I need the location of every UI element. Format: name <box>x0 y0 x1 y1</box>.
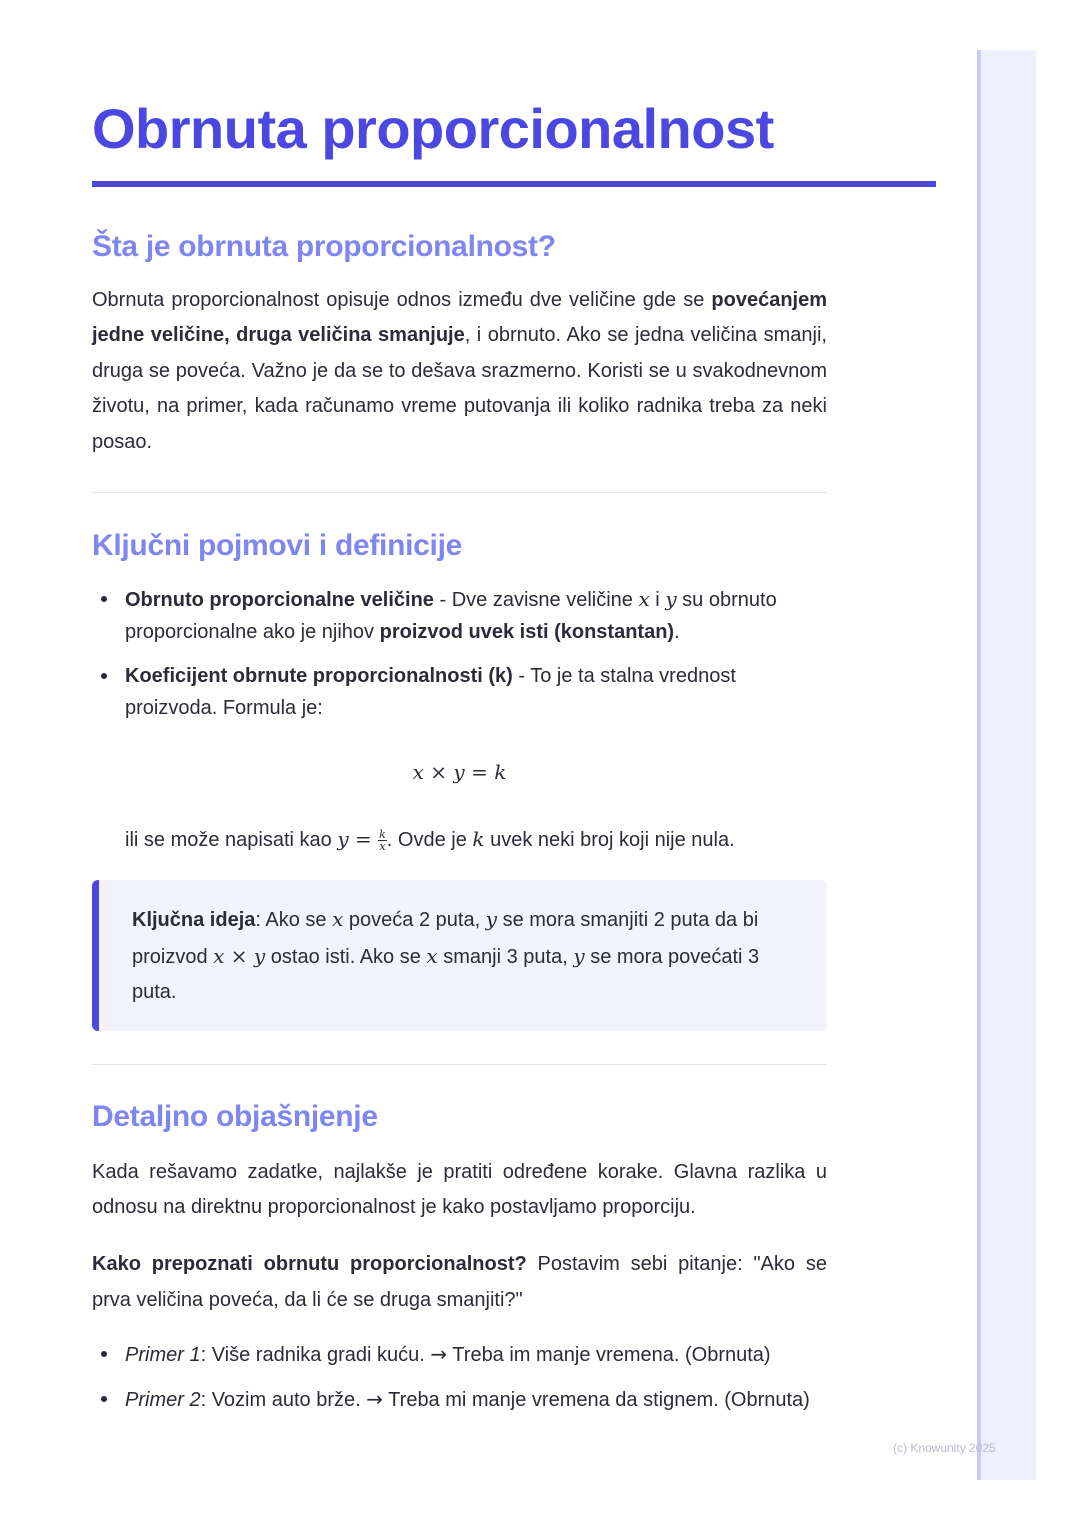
arrow-right-icon: → <box>430 1342 448 1367</box>
text: , i obrnuto. Ako se jedna veličina smanji, druga se poveća. Važno je da se to dešava srazmerno. Koristi se u svakodnevnom životu, na primer, kada računamo vreme putovanja ili koliko radnika treba za neki posao. <box>92 324 827 453</box>
text: poveća 2 puta, <box>343 909 486 932</box>
alt-formula-paragraph <box>92 822 827 858</box>
text: - <box>433 589 452 612</box>
text: Dve zavisne veličine <box>451 589 639 612</box>
document-content <box>92 90 827 1416</box>
math-var: k <box>472 827 485 852</box>
section-heading-definition: Šta je obrnuta proporcionalnost? <box>92 230 556 263</box>
page-title: Obrnuta proporcionalnost <box>92 97 774 160</box>
recognition-paragraph <box>92 1247 827 1318</box>
text: smanji 3 puta, <box>437 945 574 968</box>
text: Treba im manje vremena. (Obrnuta) <box>447 1344 771 1367</box>
text: : Više radnika gradi kuću. <box>200 1344 431 1367</box>
math: y = <box>337 827 379 852</box>
text: Obrnuta proporcionalnost opisuje odnos između dve veličine gde se <box>92 289 712 311</box>
watermark: (c) Knowunity 2025 <box>893 1441 996 1455</box>
text: : Vozim auto brže. <box>200 1389 367 1412</box>
text: : Ako se <box>255 909 333 932</box>
list-item <box>92 660 827 724</box>
math-var: x <box>638 587 650 612</box>
list-item <box>92 1383 827 1416</box>
formula: x × y = k <box>412 760 507 785</box>
text: uvek neki broj koji nije nula. <box>484 829 735 852</box>
divider <box>92 492 827 493</box>
callout-label: Ključna ideja <box>132 909 256 932</box>
key-terms-list <box>92 583 827 724</box>
fraction-denominator: x <box>379 840 386 854</box>
sidebar-strip <box>977 50 1036 1480</box>
callout-text <box>132 902 795 1010</box>
fraction-numerator: k <box>379 828 386 842</box>
term: Obrnuto proporcionalne veličine <box>125 589 434 612</box>
math-var: y <box>573 943 585 968</box>
text: To je ta stalna vrednost proizvoda. Formula je: <box>125 665 736 720</box>
bold-text: povećanjem jedne veličine, druga veličina smanjuje <box>92 289 827 347</box>
text: su obrnuto proporcionalne ako je njihov <box>125 589 777 644</box>
math-var: x <box>332 907 344 932</box>
example-label: Primer 2 <box>125 1389 201 1412</box>
key-idea-callout <box>92 880 827 1030</box>
bold-text: Kako prepoznati obrnutu proporcionalnost? <box>92 1253 527 1276</box>
list-item <box>92 1338 827 1371</box>
list-item <box>92 583 827 648</box>
math-var: x <box>426 943 438 968</box>
text: Treba mi manje vremena da stignem. (Obrnuta) <box>382 1389 810 1412</box>
text: - <box>512 665 531 688</box>
section-heading-key-terms: Ključni pojmovi i definicije <box>92 529 462 563</box>
text: i <box>649 589 666 612</box>
math-var: y <box>485 907 498 932</box>
bold-text: proizvod uvek isti (konstantan) <box>379 621 675 644</box>
arrow-right-icon: → <box>366 1387 383 1412</box>
text: . Ovde je <box>386 829 473 852</box>
text: se mora povećati 3 puta. <box>132 945 760 1004</box>
fraction <box>378 829 387 852</box>
example-label: Primer 1 <box>125 1344 201 1367</box>
math-var: y <box>665 587 677 612</box>
explanation-paragraph: Kada rešavamo zadatke, najlakše je pratiti određene korake. Glavna razlika u odnosu na direktnu proporcionalnost je kako postavljamo proporciju. <box>92 1160 827 1219</box>
term: Koeficijent obrnute proporcionalnosti (k) <box>125 665 513 688</box>
text: Postavim sebi pitanje: "Ako se prva veličina poveća, da li će se druga smanjiti?" <box>92 1253 827 1311</box>
text: ili se može napisati kao <box>125 829 338 852</box>
text: . <box>674 621 680 644</box>
math-expr: x × y <box>213 943 266 968</box>
examples-list <box>92 1338 827 1416</box>
definition-paragraph <box>92 283 827 460</box>
divider <box>92 1064 827 1065</box>
section-heading-explanation: Detaljno objašnjenje <box>92 1099 378 1133</box>
text: ostao isti. Ako se <box>265 945 427 968</box>
text: se mora smanjiti 2 puta da bi proizvod <box>132 909 759 968</box>
